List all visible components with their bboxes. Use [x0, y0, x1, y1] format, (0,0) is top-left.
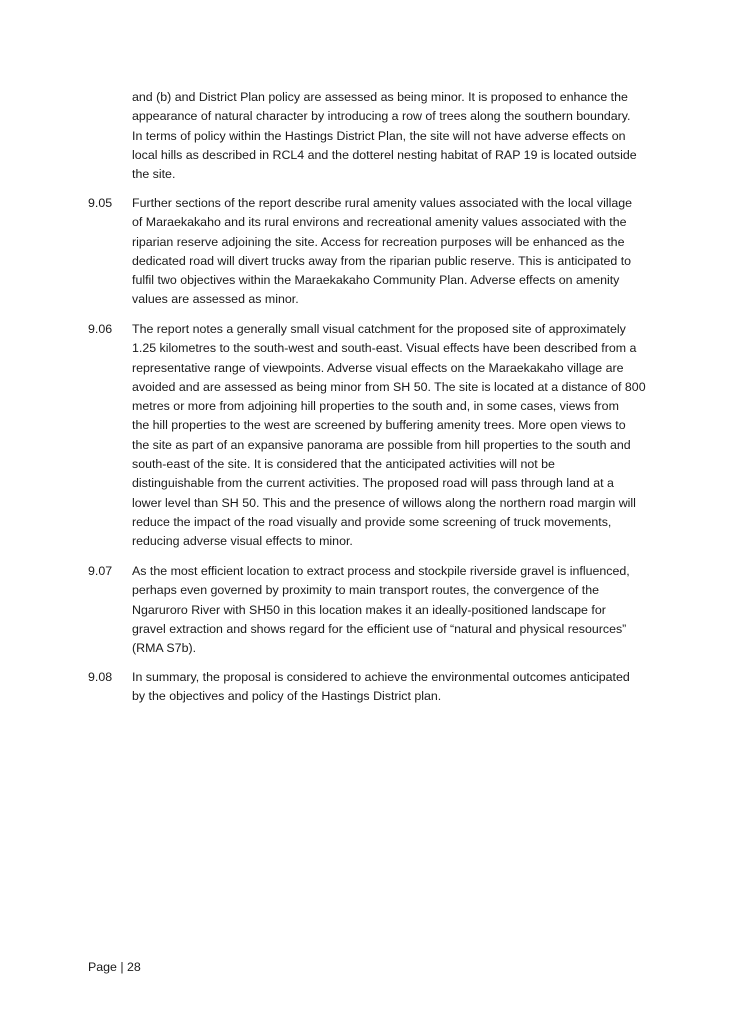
paragraph-number: 9.05	[88, 196, 113, 210]
text-line: In summary, the proposal is considered to achieve the environmental outcomes anticipated	[132, 670, 630, 684]
text-line: metres or more from adjoining hill properties to the south and, in some cases, views from	[132, 399, 619, 414]
text-line: distinguishable from the current activities. The proposed road will pass through land at a	[132, 476, 614, 491]
text-line: In terms of policy within the Hastings District Plan, the site will not have adverse effects on	[132, 128, 626, 143]
text-line: avoided and are assessed as being minor from SH 50. The site is located at a distance of 800	[132, 379, 646, 394]
paragraph-number: 9.08	[88, 670, 113, 684]
text-line: (RMA S7b).	[132, 641, 197, 656]
text-line: the site.	[132, 167, 176, 182]
text-line: representative range of viewpoints. Adverse visual effects on the Maraekakaho village are	[132, 360, 624, 375]
paragraph-text	[132, 88, 648, 184]
text-line: by the objectives and policy of the Hastings District plan.	[132, 689, 442, 704]
text-line: lower level than SH 50. This and the presence of willows along the northern road margin will	[132, 495, 636, 510]
text-line: the site as part of an expansive panorama are possible from hill properties to the south and	[132, 437, 631, 452]
text-line: 1.25 kilometres to the south-west and south-east. Visual effects have been described from a	[132, 341, 637, 356]
paragraph-text	[132, 668, 648, 707]
text-line: Ngaruroro River with SH50 in this location makes it an ideally-positioned landscape for	[132, 602, 606, 617]
text-line: perhaps even governed by proximity to main transport routes, the convergence of the	[132, 583, 599, 598]
text-line: reducing adverse visual effects to minor.	[132, 534, 353, 549]
text-line: values are assessed as minor.	[132, 292, 299, 307]
text-line: dedicated road will divert trucks away from the riparian public reserve. This is anticipated to	[132, 253, 632, 268]
text-line: south-east of the site. It is considered that the anticipated activities will not be	[132, 457, 555, 472]
page-footer: Page | 28	[88, 960, 141, 974]
text-line: the hill properties to the west are screened by buffering amenity trees. More open views to	[132, 418, 626, 433]
text-line: riparian reserve adjoining the site. Access for recreation purposes will be enhanced as the	[132, 234, 625, 249]
text-line: gravel extraction and shows regard for the efficient use of “natural and physical resources”	[132, 621, 627, 636]
text-line: fulfil two objectives within the Maraekakaho Community Plan. Adverse effects on amenity	[132, 273, 620, 288]
paragraph-9-07	[88, 562, 648, 658]
text-line: As the most efficient location to extract process and stockpile riverside gravel is influenced,	[132, 564, 630, 578]
paragraph-9-08	[88, 668, 648, 707]
paragraph-text	[132, 320, 648, 552]
paragraph-9-05	[88, 194, 648, 310]
text-line: The report notes a generally small visual catchment for the proposed site of approximately	[132, 322, 626, 336]
paragraph-text	[132, 562, 648, 658]
paragraph-number: 9.06	[88, 322, 113, 336]
paragraph-text	[132, 194, 648, 310]
text-line: reduce the impact of the road visually and provide some screening of truck movements,	[132, 514, 612, 529]
paragraph-continued	[88, 88, 648, 184]
text-line: appearance of natural character by introducing a row of trees along the southern boundary.	[132, 109, 631, 124]
paragraph-9-06	[88, 320, 648, 552]
text-line: local hills as described in RCL4 and the dotterel nesting habitat of RAP 19 is located outside	[132, 147, 637, 162]
paragraph-number: 9.07	[88, 564, 113, 578]
text-line: Further sections of the report describe rural amenity values associated with the local village	[132, 196, 632, 210]
text-line: of Maraekakaho and its rural environs and recreational amenity values associated with the	[132, 215, 627, 230]
text-line: and (b) and District Plan policy are assessed as being minor. It is proposed to enhance the	[132, 90, 628, 104]
